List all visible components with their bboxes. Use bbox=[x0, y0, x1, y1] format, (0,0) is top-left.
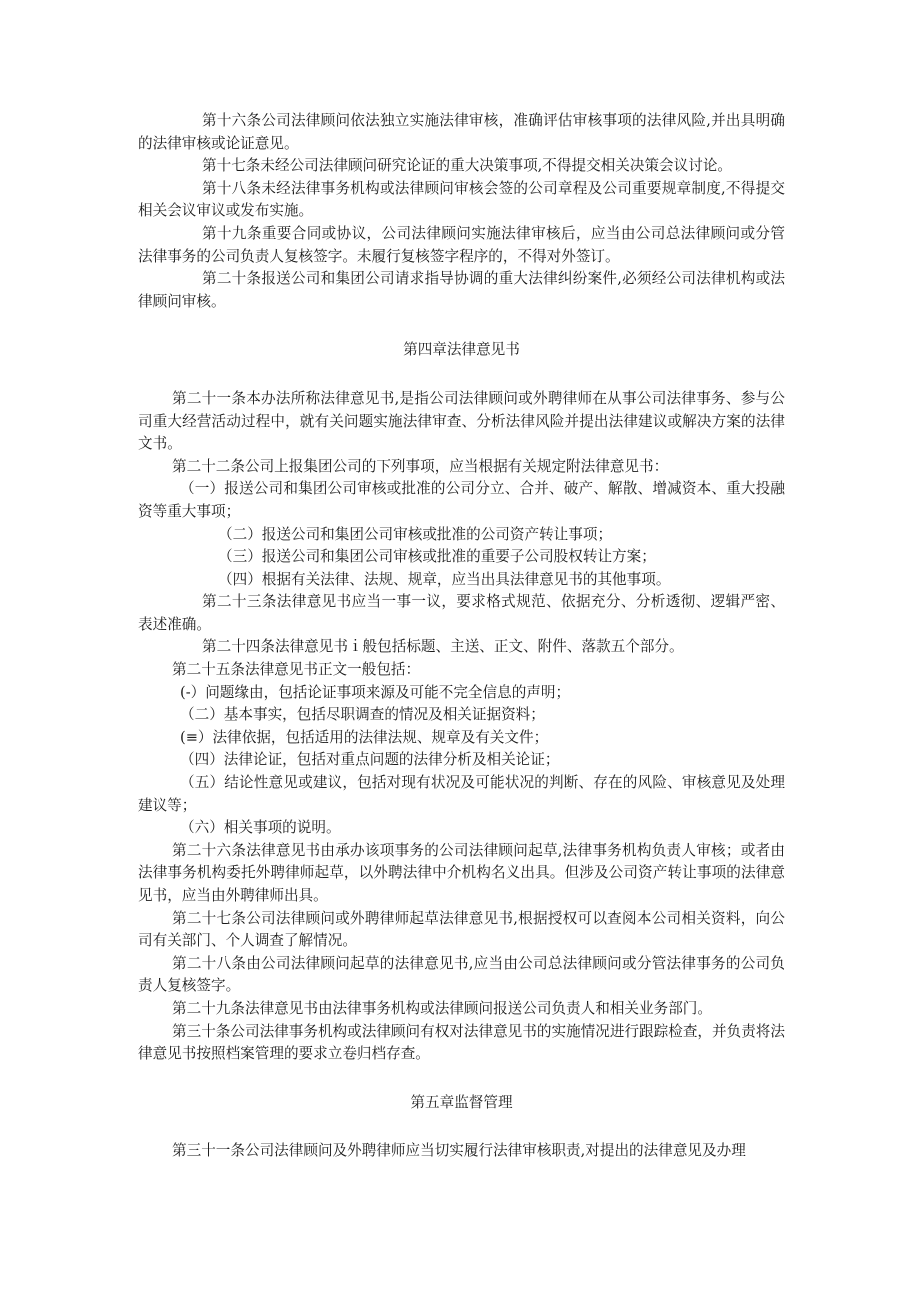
document-page bbox=[138, 110, 785, 1163]
article-25-item-5: （五）结论性意见或建议，包括对现有状况及可能状况的判断、存在的风险、审核意见及处理建议等； bbox=[138, 774, 785, 814]
article-25-item-6: （六）相关事项的说明。 bbox=[180, 819, 341, 837]
article-21: 第二十一条本办法所称法律意见书,是指公司法律顾问或外聘律师在从事公司法律事务、参与公司重大经营活动过程中，就有关问题实施法律审查、分析法律风险并提出法律建议或解决方案的法律文书。 bbox=[138, 389, 785, 453]
article-22: 第二十二条公司上报集团公司的下列事项，应当根据有关规定附法律意见书： bbox=[172, 457, 669, 475]
article-25-item-1: (-）问题缘由，包括论证事项来源及可能不完全信息的声明； bbox=[180, 683, 571, 701]
article-27: 第二十七条公司法律顾问或外聘律师起草法律意见书,根据授权可以查阅本公司相关资料，向公司有关部门、个人调查了解情况。 bbox=[138, 909, 785, 950]
article-25: 第二十五条法律意见书正文一般包括： bbox=[172, 661, 421, 679]
article-26: 第二十六条法律意见书由承办该项事务的公司法律顾问起草,法律事务机构负责人审核；或者由法律事务机构委托外聘律师起草，以外聘法律中介机构名义出具。但涉及公司资产转让事项的法律意见书，应当由外聘律师出具。 bbox=[138, 841, 785, 904]
article-23: 第二十三条法律意见书应当一事一议，要求格式规范、依据充分、分析透彻、逻辑严密、表述准确。 bbox=[138, 593, 785, 633]
article-22-item-2: （二）报送公司和集团公司审核或批准的公司资产转让事项； bbox=[218, 525, 613, 543]
article-24: 第二十四条法律意见书ｉ般包括标题、主送、正文、附件、落款五个部分。 bbox=[202, 638, 684, 656]
chapter-4-heading: 第四章法律意见书 bbox=[403, 341, 520, 359]
article-19: 第十九条重要合同或协议，公司法律顾问实施法律审核后，应当由公司总法律顾问或分管法律事务的公司负责人复核签字。未履行复核签字程序的，不得对外签订。 bbox=[138, 224, 785, 265]
article-20: 第二十条报送公司和集团公司请求指导协调的重大法律纠纷案件,必须经公司法律机构或法律顾问审核。 bbox=[138, 270, 785, 310]
article-22-item-1: （一）报送公司和集团公司审核或批准的公司分立、合并、破产、解散、增减资本、重大投融资等重大事项； bbox=[138, 480, 785, 520]
article-31: 第三十一条公司法律顾问及外聘律师应当切实履行法律审核职责,对提出的法律意见及办理 bbox=[172, 1142, 746, 1160]
article-22-item-3: （三）报送公司和集团公司审核或批准的重要子公司股权转让方案； bbox=[218, 548, 656, 566]
article-17: 第十七条未经公司法律顾问研究论证的重大决策事项,不得提交相关决策会议讨论。 bbox=[202, 157, 733, 175]
article-29: 第二十九条法律意见书由法律事务机构或法律顾问报送公司负责人和相关业务部门。 bbox=[172, 999, 712, 1017]
article-25-item-4: （四）法律论证，包括对重点问题的法律分析及相关论证； bbox=[180, 751, 560, 769]
article-18: 第十八条未经法律事务机构或法律顾问审核会签的公司章程及公司重要规章制度,不得提交相关会议审议或发布实施。 bbox=[138, 179, 785, 220]
article-16: 第十六条公司法律顾问依法独立实施法律审核，准确评估审核事项的法律风险,并出具明确的法律审核或论证意见。 bbox=[138, 112, 785, 152]
chapter-5-heading: 第五章监督管理 bbox=[410, 1093, 513, 1111]
article-30: 第三十条公司法律事务机构或法律顾问有权对法律意见书的实施情况进行跟踪检查，并负责将法律意见书按照档案管理的要求立卷归档存查。 bbox=[138, 1022, 785, 1063]
article-28: 第二十八条由公司法律顾问起草的法律意见书,应当由公司总法律顾问或分管法律事务的公司负责人复核签字。 bbox=[138, 954, 785, 995]
article-25-item-3: (≡）法律依据，包括适用的法律法规、规章及有关文件； bbox=[180, 728, 549, 746]
article-25-item-2: （二）基本事实，包括尽职调查的情况及相关证据资料； bbox=[180, 706, 545, 724]
article-22-item-4: （四）根据有关法律、法规、规章，应当出具法律意见书的其他事项。 bbox=[218, 570, 671, 588]
